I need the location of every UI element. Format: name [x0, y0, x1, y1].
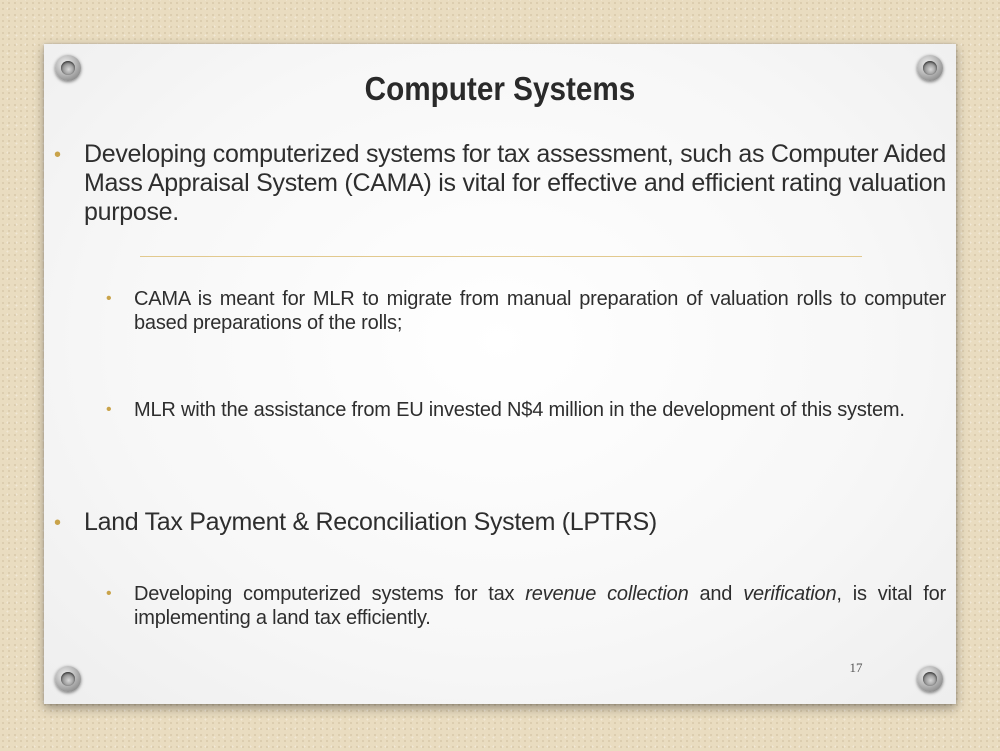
emphasis-verification: verification	[743, 583, 837, 605]
screw-icon-bottom-left	[55, 666, 81, 692]
bullet-text-part: and	[688, 583, 744, 605]
bullet-text: CAMA is meant for MLR to migrate from manual preparation of valuation rolls to computer based preparations of the rolls;	[134, 288, 946, 334]
sub-bullet-item-revenue-collection	[106, 582, 946, 630]
screw-icon-top-right	[917, 55, 943, 81]
divider-line	[140, 256, 862, 257]
screw-icon-bottom-right	[917, 666, 943, 692]
emphasis-revenue-collection: revenue collection	[525, 583, 689, 605]
bullet-icon: •	[54, 512, 62, 534]
bullet-text: Developing computerized systems for tax assessment, such as Computer Aided Mass Appraisal System (CAMA) is vital for effective and efficient rating valuation purpose.	[84, 140, 946, 226]
page-number: 17	[849, 660, 863, 675]
bullet-text: MLR with the assistance from EU invested N$4 million in the development of this system.	[134, 399, 905, 421]
slide-title: Computer Systems	[364, 70, 636, 107]
slide	[44, 44, 956, 704]
bullet-text	[134, 582, 946, 630]
bullet-icon: •	[106, 585, 112, 602]
bullet-text: Land Tax Payment & Reconciliation System (LPTRS)	[84, 508, 657, 536]
bullet-icon: •	[106, 401, 112, 418]
sub-bullet-item-eu-investment	[106, 398, 946, 422]
bullet-text-part: , is vital for implementing a land tax efficiently.	[134, 583, 946, 629]
bullet-item-cama-intro	[54, 140, 946, 227]
bullet-icon: •	[54, 144, 62, 166]
screw-icon-top-left	[55, 55, 81, 81]
bullet-text-part: Developing computerized systems for tax	[134, 583, 526, 605]
sub-bullet-item-cama-migrate	[106, 287, 946, 335]
bullet-icon: •	[106, 290, 112, 307]
bullet-item-lptrs	[54, 508, 946, 538]
